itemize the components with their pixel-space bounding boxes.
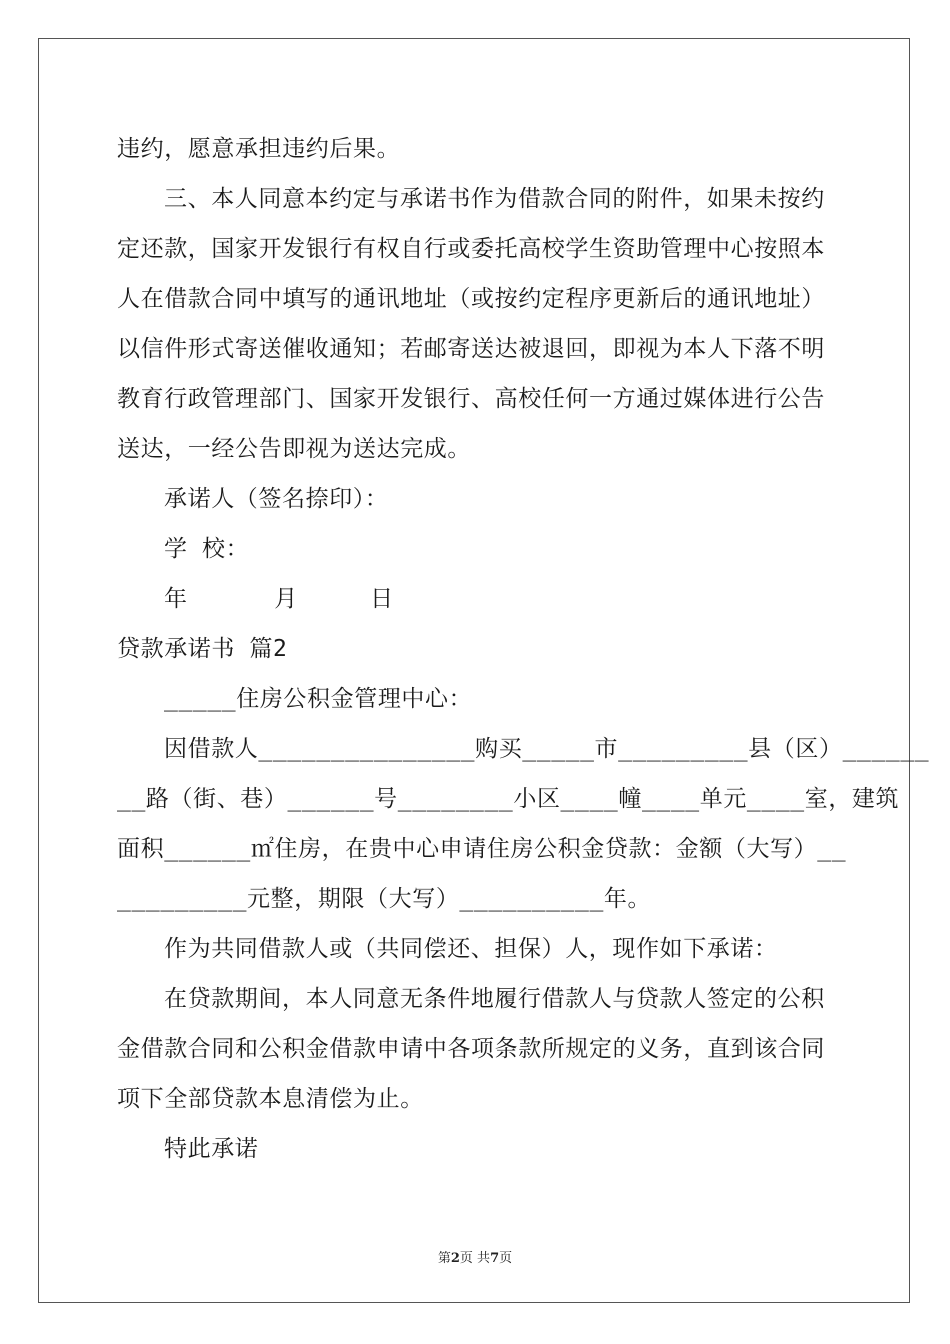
school-label: 学 校： — [164, 536, 250, 562]
page-total: 7 — [490, 1251, 500, 1266]
text-line: 人在借款合同中填写的通讯地址（或按约定程序更新后的通讯地址） — [117, 286, 825, 312]
text-line: 金借款合同和公积金借款申请中各项条款所规定的义务，直到该合同 — [117, 1036, 825, 1062]
page-suffix: 页 — [499, 1251, 513, 1266]
text-line: 面积______㎡住房，在贵中心申请住房公积金贷款：金额（大写）__ — [117, 836, 847, 862]
text-line: 三、本人同意本约定与承诺书作为借款合同的附件，如果未按约 — [164, 186, 825, 212]
text-line: __路（街、巷）______号________小区____幢____单元____室，建筑 — [117, 786, 900, 812]
page-number — [0, 1247, 950, 1266]
text-line: 在贷款期间，本人同意无条件地履行借款人与贷款人签定的公积 — [164, 986, 825, 1012]
text-line: 项下全部贷款本息清偿为止。 — [117, 1086, 424, 1112]
text-line: 教育行政管理部门、国家开发银行、高校任何一方通过媒体进行公告 — [117, 386, 825, 412]
text-line: 违约，愿意承担违约后果。 — [117, 136, 401, 162]
text-line: _________元整，期限（大写）__________年。 — [117, 886, 652, 912]
text-line: 送达，一经公告即视为送达完成。 — [117, 436, 471, 462]
text-line: 作为共同借款人或（共同偿还、担保）人，现作如下承诺： — [164, 936, 778, 962]
text-line: 因借款人_______________购买_____市_________县（区）______ — [164, 736, 930, 762]
page-mid: 页 共 — [459, 1251, 491, 1266]
text-line: 以信件形式寄送催收通知；若邮寄送达被退回，即视为本人下落不明 — [117, 336, 825, 362]
addressee: _____住房公积金管理中心： — [164, 686, 473, 712]
date-line: 年 月 日 — [164, 586, 394, 612]
signature-label: 承诺人（签名捺印）： — [164, 486, 389, 512]
page-prefix: 第 — [437, 1251, 451, 1266]
section-title: 贷款承诺书 篇2 — [117, 636, 288, 662]
text-line: 定还款，国家开发银行有权自行或委托高校学生资助管理中心按照本 — [117, 236, 825, 262]
page-current: 2 — [450, 1251, 460, 1266]
closing-text: 特此承诺 — [164, 1136, 259, 1162]
